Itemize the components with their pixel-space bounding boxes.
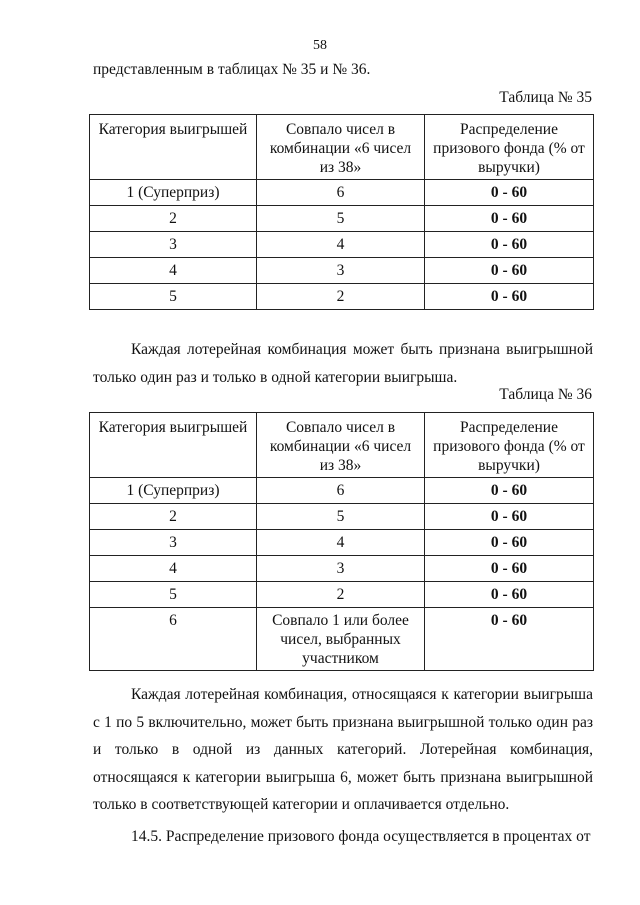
paragraph-single-win: Каждая лотерейная комбинация может быть признана выигрышной только один раз и только в одной категории выигрыша. bbox=[93, 341, 593, 386]
intro-line: представленным в таблицах № 35 и № 36. bbox=[93, 61, 371, 78]
cell-matched: Совпало 1 или более чисел, выбранных участником bbox=[257, 608, 425, 671]
header-matched: Совпало чисел в комбинации «6 чисел из 38» bbox=[257, 115, 425, 180]
cell-distribution: 0 - 60 bbox=[425, 258, 594, 284]
cell-distribution: 0 - 60 bbox=[425, 504, 594, 530]
header-distribution: Распределение призового фонда (% от выручки) bbox=[425, 115, 594, 180]
table-row bbox=[90, 608, 594, 671]
table-row bbox=[90, 258, 594, 284]
table-header-row bbox=[90, 413, 594, 478]
cell-category: 4 bbox=[90, 556, 257, 582]
table-35-caption: Таблица № 35 bbox=[499, 89, 592, 106]
cell-distribution: 0 - 60 bbox=[425, 206, 594, 232]
header-category: Категория выигрышей bbox=[90, 115, 257, 180]
cell-category: 2 bbox=[90, 504, 257, 530]
paragraph-categories: Каждая лотерейная комбинация, относящаяся к категории выигрыша с 1 по 5 включительно, может быть признана выигрышной только один раз и только в одной из данных категорий. Лотерейная комбинация, относящаяся к категории выигрыша 6, может быть признана выигрышной только в соответствующей категории и оплачивается отдельно. bbox=[93, 686, 593, 813]
cell-distribution: 0 - 60 bbox=[425, 180, 594, 206]
cell-distribution: 0 - 60 bbox=[425, 582, 594, 608]
cell-matched: 2 bbox=[257, 582, 425, 608]
table-row bbox=[90, 232, 594, 258]
cell-category: 5 bbox=[90, 582, 257, 608]
cell-matched: 6 bbox=[257, 180, 425, 206]
cell-distribution: 0 - 60 bbox=[425, 232, 594, 258]
cell-category: 4 bbox=[90, 258, 257, 284]
header-distribution: Распределение призового фонда (% от выручки) bbox=[425, 413, 594, 478]
cell-matched: 3 bbox=[257, 556, 425, 582]
paragraph-14-5: 14.5. Распределение призового фонда осуществляется в процентах от bbox=[131, 828, 591, 845]
table-row bbox=[90, 478, 594, 504]
cell-category: 6 bbox=[90, 608, 257, 671]
cell-category: 2 bbox=[90, 206, 257, 232]
cell-category: 3 bbox=[90, 530, 257, 556]
cell-category: 5 bbox=[90, 284, 257, 310]
table-row bbox=[90, 556, 594, 582]
cell-matched: 4 bbox=[257, 232, 425, 258]
header-matched: Совпало чисел в комбинации «6 чисел из 38» bbox=[257, 413, 425, 478]
table-row bbox=[90, 206, 594, 232]
table-header-row bbox=[90, 115, 594, 180]
table-row bbox=[90, 284, 594, 310]
table-35 bbox=[89, 114, 594, 310]
cell-matched: 4 bbox=[257, 530, 425, 556]
cell-category: 1 (Суперприз) bbox=[90, 478, 257, 504]
cell-matched: 2 bbox=[257, 284, 425, 310]
table-36-caption: Таблица № 36 bbox=[499, 386, 592, 403]
cell-distribution: 0 - 60 bbox=[425, 284, 594, 310]
table-36 bbox=[89, 412, 594, 671]
table-row bbox=[90, 582, 594, 608]
cell-distribution: 0 - 60 bbox=[425, 556, 594, 582]
cell-distribution: 0 - 60 bbox=[425, 478, 594, 504]
cell-category: 3 bbox=[90, 232, 257, 258]
table-row bbox=[90, 530, 594, 556]
cell-distribution: 0 - 60 bbox=[425, 530, 594, 556]
table-row bbox=[90, 504, 594, 530]
cell-matched: 3 bbox=[257, 258, 425, 284]
cell-matched: 5 bbox=[257, 504, 425, 530]
cell-distribution: 0 - 60 bbox=[425, 608, 594, 671]
header-category: Категория выигрышей bbox=[90, 413, 257, 478]
cell-matched: 5 bbox=[257, 206, 425, 232]
cell-matched: 6 bbox=[257, 478, 425, 504]
table-row bbox=[90, 180, 594, 206]
cell-category: 1 (Суперприз) bbox=[90, 180, 257, 206]
page-number: 58 bbox=[313, 38, 327, 53]
